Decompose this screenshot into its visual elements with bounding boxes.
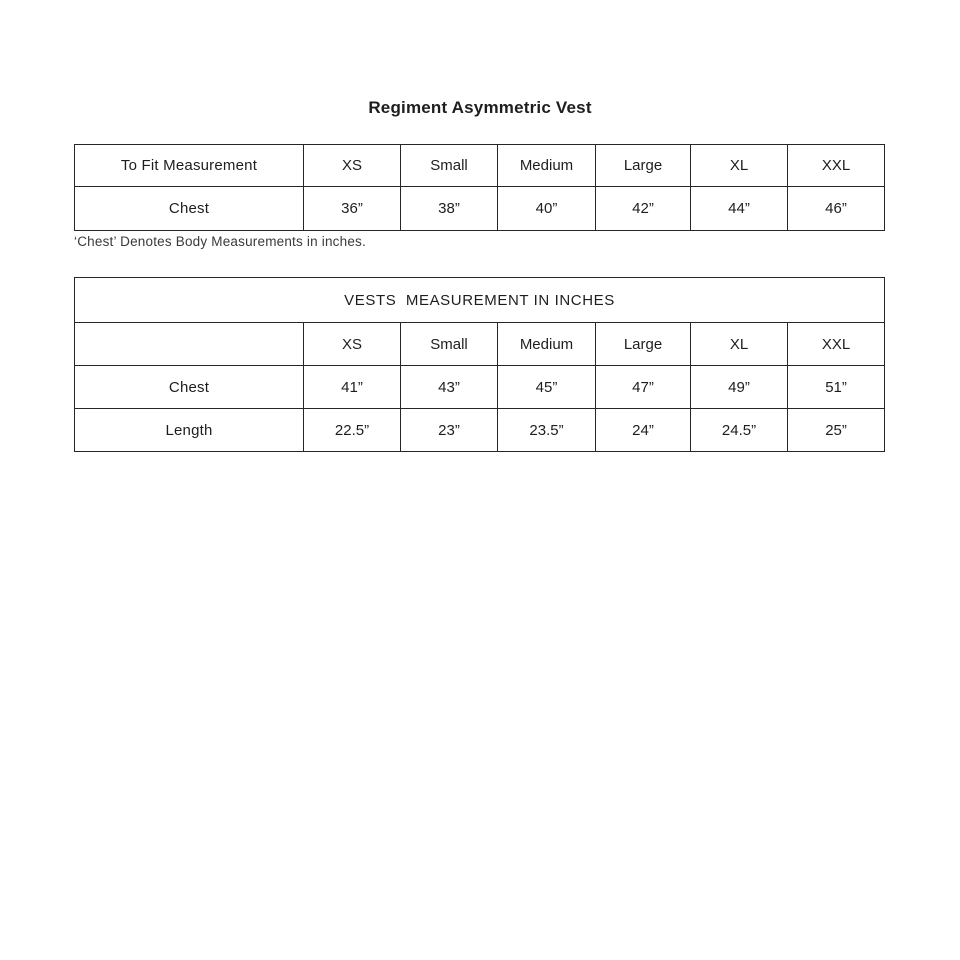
- vest-chest-xl: 49”: [691, 366, 788, 409]
- vest-chest-medium: 45”: [498, 366, 596, 409]
- fit-chest-medium: 40”: [498, 187, 596, 231]
- vest-length-xl: 24.5”: [691, 409, 788, 452]
- vest-chest-xxl: 51”: [788, 366, 885, 409]
- vest-chest-small: 43”: [401, 366, 498, 409]
- fit-row-label-chest: Chest: [75, 187, 304, 231]
- vest-chest-xs: 41”: [304, 366, 401, 409]
- vest-header-empty: [75, 323, 304, 366]
- fit-header-xl: XL: [691, 145, 788, 187]
- vest-header-medium: Medium: [498, 323, 596, 366]
- fit-chest-large: 42”: [596, 187, 691, 231]
- fit-header-small: Small: [401, 145, 498, 187]
- fit-header-xxl: XXL: [788, 145, 885, 187]
- to-fit-measurement-table: [74, 144, 885, 231]
- vest-length-xs: 22.5”: [304, 409, 401, 452]
- vest-header-xl: XL: [691, 323, 788, 366]
- table-row: [75, 187, 885, 231]
- fit-chest-small: 38”: [401, 187, 498, 231]
- fit-header-large: Large: [596, 145, 691, 187]
- page-title: Regiment Asymmetric Vest: [368, 98, 592, 117]
- vest-length-medium: 23.5”: [498, 409, 596, 452]
- vest-chest-large: 47”: [596, 366, 691, 409]
- table-header-row: [75, 145, 885, 187]
- fit-header-label: To Fit Measurement: [75, 145, 304, 187]
- table-header-row: [75, 323, 885, 366]
- vest-row-label-length: Length: [75, 409, 304, 452]
- vest-length-small: 23”: [401, 409, 498, 452]
- fit-chest-xs: 36”: [304, 187, 401, 231]
- vest-table-title: VESTS MEASUREMENT IN INCHES: [75, 278, 885, 323]
- table-row: [75, 409, 885, 452]
- vest-length-large: 24”: [596, 409, 691, 452]
- table-row: [75, 366, 885, 409]
- fit-chest-xl: 44”: [691, 187, 788, 231]
- vest-header-small: Small: [401, 323, 498, 366]
- vest-header-large: Large: [596, 323, 691, 366]
- vest-row-label-chest: Chest: [75, 366, 304, 409]
- fit-header-xs: XS: [304, 145, 401, 187]
- fit-chest-xxl: 46”: [788, 187, 885, 231]
- chest-footnote: ‘Chest’ Denotes Body Measurements in inches.: [74, 234, 366, 249]
- vest-length-xxl: 25”: [788, 409, 885, 452]
- vest-header-xxl: XXL: [788, 323, 885, 366]
- fit-header-medium: Medium: [498, 145, 596, 187]
- table-title-row: [75, 278, 885, 323]
- vest-header-xs: XS: [304, 323, 401, 366]
- vests-measurement-table: [74, 277, 885, 452]
